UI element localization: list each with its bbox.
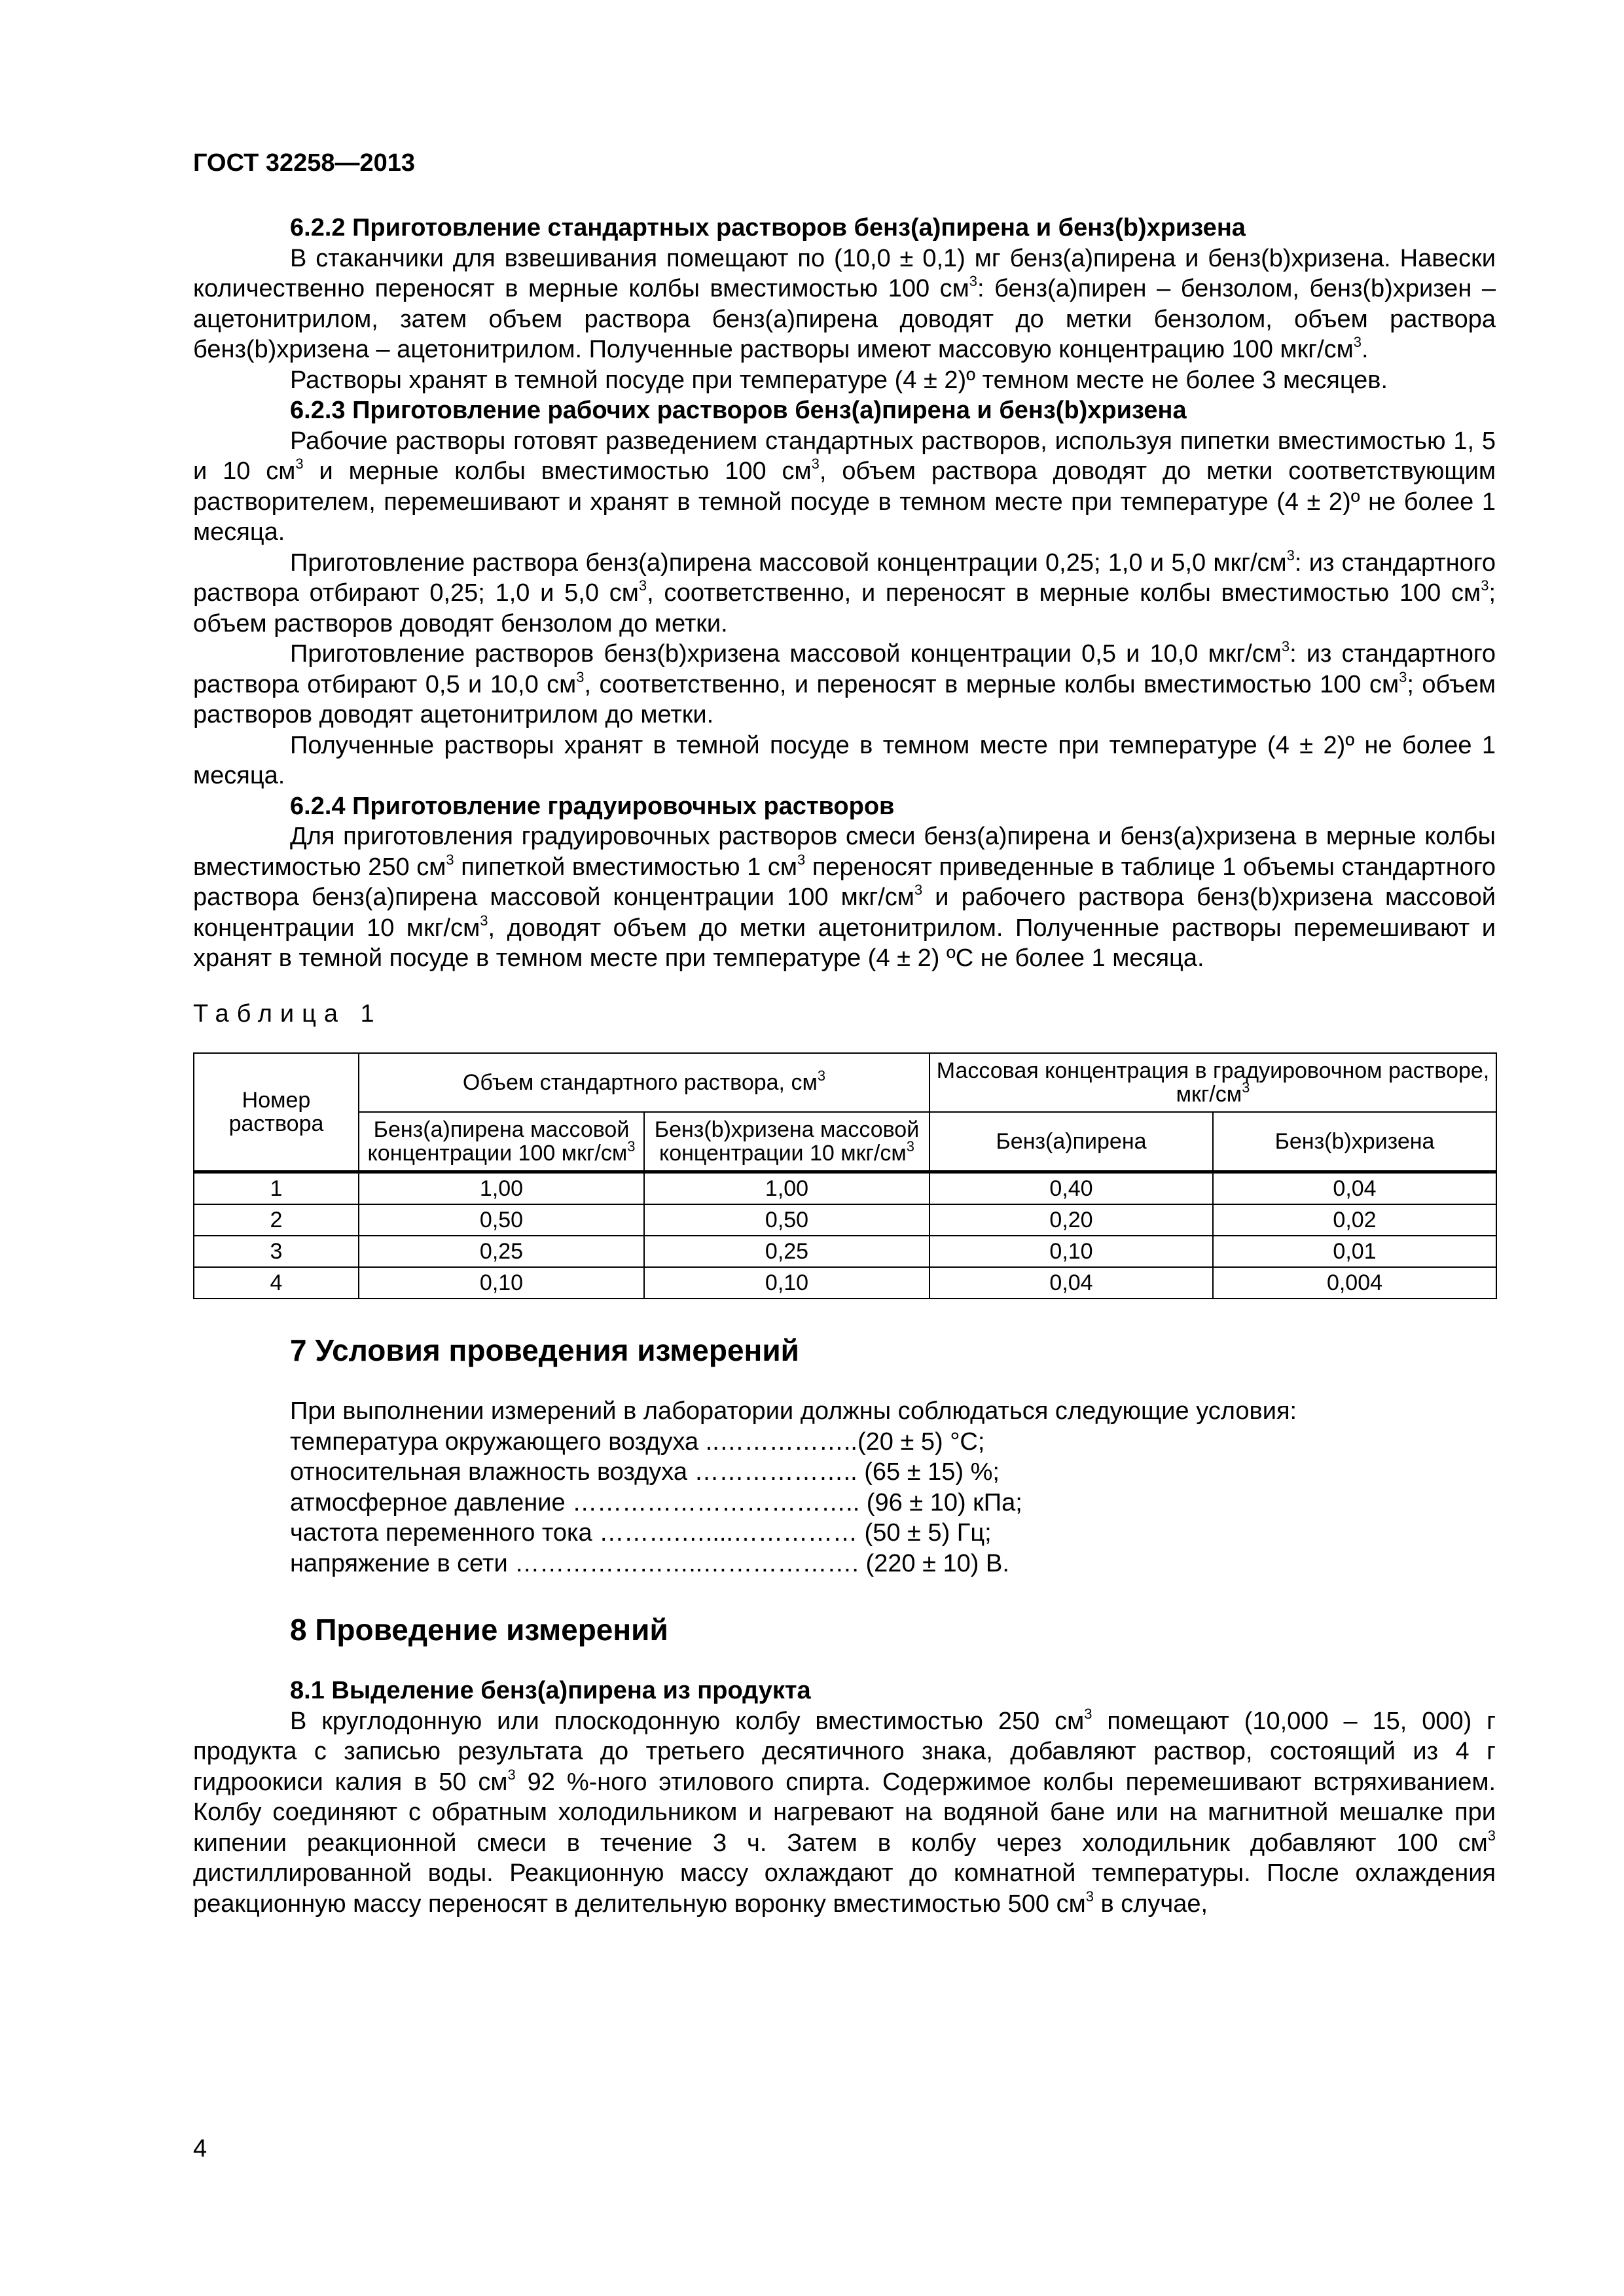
table-cell: 3 (194, 1236, 359, 1267)
table-cell: 0,02 (1213, 1204, 1496, 1236)
table-cell: 2 (194, 1204, 359, 1236)
table-cell: 0,01 (1213, 1236, 1496, 1267)
header-concentration-bap: Бенз(а)пирена (929, 1112, 1213, 1172)
table-cell: 0,50 (359, 1204, 644, 1236)
table-row (194, 1204, 1496, 1236)
document-header: ГОСТ 32258—2013 (193, 149, 416, 177)
header-volume: Объем стандартного раствора, $см^3$ (359, 1053, 929, 1112)
section-8-title: 8 Проведение измерений (290, 1613, 668, 1647)
paragraph: Приготовление растворов бенз(b)хризена массовой концентрации 0,5 и 10,0 мкг/$см^3$: из стандартного раствора отбирают 0,5 и 10,0 $см^3$, соответственно, и переносят в мерные колбы вместимостью 100 $см^3$; объем растворов доводят ацетонитрилом до метки. (193, 638, 1496, 728)
table-cell: 1,00 (644, 1172, 929, 1205)
condition-item: температура окружающего воздуха ..……………..(20 ± 5) °С; (290, 1427, 985, 1456)
table-cell: 0,40 (929, 1172, 1213, 1205)
header-solution-number: Номер раствора (194, 1053, 359, 1172)
table-cell: 0,04 (929, 1267, 1213, 1299)
table-cell: 0,10 (929, 1236, 1213, 1267)
page-number: 4 (193, 2135, 208, 2162)
table-1 (193, 1052, 1497, 1299)
table-cell: 0,25 (359, 1236, 644, 1267)
table-cell: 1 (194, 1172, 359, 1205)
table-cell: 0,25 (644, 1236, 929, 1267)
table-row (194, 1267, 1496, 1299)
document-body (193, 213, 1496, 1919)
paragraph: Для приготовления градуировочных растворов смеси бенз(а)пирена и бенз(а)хризена в мерные колбы вместимостью 250 $см^3$ пипеткой вместимостью 1 $см^3$ переносят приведенные в таблице 1 объемы стандартного раствора бенз(а)пирена массовой концентрации 100 мкг/$см^3$ и рабочего раствора бенз(b)хризена массовой концентрации 10 мкг/$см^3$, доводят объем до метки ацетонитрилом. Полученные растворы перемешивают и хранят в темной посуде в темном месте при температуре (4 ± 2) ºC не более 1 месяца. (193, 823, 1496, 972)
paragraph: Приготовление раствора бенз(а)пирена массовой концентрации 0,25; 1,0 и 5,0 мкг/$см^3$: из стандартного раствора отбирают 0,25; 1,0 и 5,0 $см^3$, соответственно, и переносят в мерные колбы вместимостью 100 $см^3$; объем растворов доводят бензолом до метки. (193, 547, 1496, 637)
table-cell: 0,10 (644, 1267, 929, 1299)
table-cell: 0,20 (929, 1204, 1213, 1236)
table-row (194, 1172, 1496, 1205)
table-row (194, 1236, 1496, 1267)
header-volume-bbc: Бенз(b)хризена массовой концентрации 10 мкг/$см^3$ (644, 1112, 929, 1172)
paragraph: В круглодонную или плоскодонную колбу вместимостью 250 $см^3$ помещают (10,000 – 15, 000) г продукта с записью результата до третьего десятичного знака, добавляют раствор, состоящий из 4 г гидроокиси калия в 50 $см^3$ 92 %-ного этилового спирта. Содержимое колбы перемешивают встряхиванием. Колбу соединяют с обратным холодильником и нагревают на водяной бане или на магнитной мешалке при кипении реакционной смеси в течение 3 ч. Затем в колбу через холодильник добавляют 100 $см^3$ дистиллированной воды. Реакционную массу охлаждают до комнатной температуры. После охлаждения реакционную массу переносят в делительную воронку вместимостью 500 $см^3$ в случае, (193, 1705, 1496, 1918)
header-concentration-bbc: Бенз(b)хризена (1213, 1112, 1496, 1172)
section-6-2-2-title: 6.2.2 Приготовление стандартных растворов бенз(а)пирена и бенз(b)хризена (290, 214, 1246, 242)
table-cell: 0,10 (359, 1267, 644, 1299)
section-7-title: 7 Условия проведения измерений (290, 1333, 799, 1367)
paragraph: Рабочие растворы готовят разведением стандартных растворов, используя пипетки вместимостью 1, 5 и 10 $см^3$ и мерные колбы вместимостью 100 $см^3$, объем раствора доводят до метки соответствующим растворителем, перемешивают и хранят в темной посуде в темном месте при температуре (4 ± 2)º не более 1 месяца. (193, 427, 1496, 546)
section-6-2-3-title: 6.2.3 Приготовление рабочих растворов бенз(а)пирена и бенз(b)хризена (290, 397, 1187, 424)
paragraph: В стаканчики для взвешивания помещают по (10,0 ± 0,1) мг бенз(а)пирена и бенз(b)хризена. Навески количественно переносят в мерные колбы вместимостью 100 $см^3$: бенз(а)пирен – бензолом, бенз(b)хризен – ацетонитрилом, затем объем раствора бенз(а)пирена доводят до метки бензолом, объем раствора бенз(b)хризена – ацетонитрилом. Полученные растворы имеют массовую концентрацию 100 мкг/$см^3$. (193, 244, 1496, 363)
table-cell: 0,04 (1213, 1172, 1496, 1205)
table-cell: 0,004 (1213, 1267, 1496, 1299)
condition-item: относительная влажность воздуха ……………….. (65 ± 15) %; (290, 1458, 1000, 1486)
condition-item: атмосферное давление …………………………….. (96 ± 10) кПа; (290, 1488, 1022, 1516)
table-caption: Таблица 1 (193, 999, 382, 1028)
header-concentration: Массовая концентрация в градуировочном растворе, мкг/$см^3$ (929, 1053, 1496, 1112)
conditions-intro: При выполнении измерений в лаборатории должны соблюдаться следующие условия: (290, 1397, 1297, 1425)
paragraph: Полученные растворы хранят в темной посуде в темном месте при температуре (4 ± 2)º не более 1 месяца. (193, 731, 1496, 789)
header-volume-bap: Бенз(а)пирена массовой концентрации 100 мкг/$см^3$ (359, 1112, 644, 1172)
condition-item: частота переменного тока ……….…....…………… (50 ± 5) Гц; (290, 1519, 992, 1547)
section-8-1-title: 8.1 Выделение бенз(а)пирена из продукта (290, 1677, 811, 1704)
table-cell: 0,50 (644, 1204, 929, 1236)
table-cell: 4 (194, 1267, 359, 1299)
section-6-2-4-title: 6.2.4 Приготовление градуировочных растворов (290, 792, 895, 820)
table-cell: 1,00 (359, 1172, 644, 1205)
condition-item: напряжение в сети …………………..………………. (220 ± 10) В. (290, 1549, 1009, 1577)
paragraph: Растворы хранят в темной посуде при температуре (4 ± 2)º темном месте не более 3 месяцев. (290, 366, 1388, 394)
